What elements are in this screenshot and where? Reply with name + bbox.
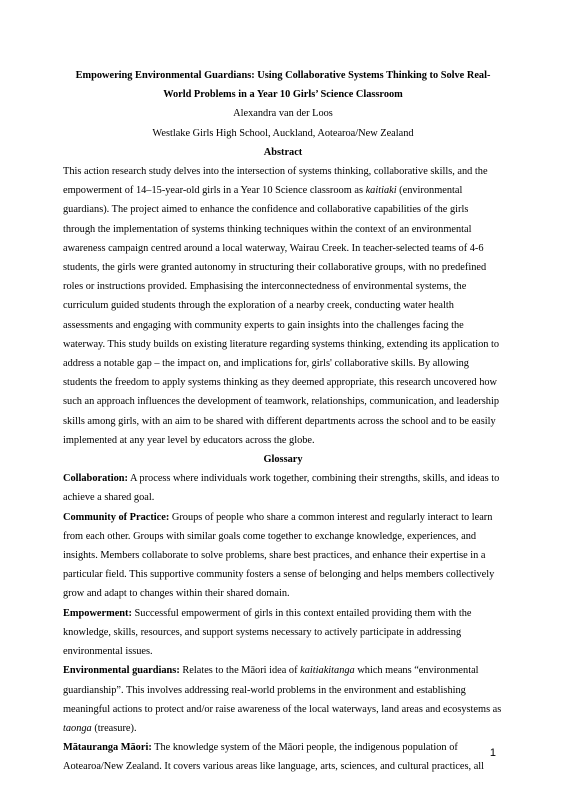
glossary-term-community-of-practice: Community of Practice: bbox=[63, 511, 170, 523]
abstract-kaitiaki-term: kaitiaki bbox=[365, 185, 397, 197]
abstract-text bbox=[63, 162, 503, 450]
glossary-definition-guardians-part-2: which means “environmental guardianship”. This involves addressing real-world problems in the environment and establishing meaningful actions to protect and/or raise awareness of the local waterways, land areas and ecosystems as bbox=[63, 665, 502, 715]
paper-title: Empowering Environmental Guardians: Using Collaborative Systems Thinking to Solve Real-World Problems in a Year 10 Girls’ Science Classroom bbox=[75, 70, 491, 101]
glossary-term-environmental-guardians: Environmental guardians: bbox=[63, 665, 180, 677]
glossary-entry-community-of-practice bbox=[63, 508, 503, 604]
paper-page bbox=[63, 66, 503, 777]
author-affiliation: Westlake Girls High School, Auckland, Aotearoa/New Zealand bbox=[152, 127, 414, 139]
glossary-definition-guardians-part-1: Relates to the Māori idea of bbox=[179, 665, 301, 677]
glossary-entry-matauranga-maori bbox=[63, 738, 503, 776]
glossary-definition-empowerment: Successful empowerment of girls in this context entailed providing them with the knowledge, skills, resources, and support systems necessary to actively participate in addressing environmental issues. bbox=[63, 607, 472, 658]
glossary-definition-matauranga-maori: The knowledge system of the Māori people, the indigenous population of Aotearoa/New Zealand. It covers various areas like language, arts, sciences, and cultural practices, all bbox=[63, 742, 485, 773]
glossary-entry-environmental-guardians bbox=[63, 661, 503, 738]
glossary-term-collaboration: Collaboration: bbox=[63, 473, 128, 485]
abstract-heading: Abstract bbox=[263, 146, 303, 158]
glossary-definition-guardians-part-3: (treasure). bbox=[91, 722, 137, 734]
glossary-taonga-term: taonga bbox=[63, 722, 92, 734]
page-number: 1 bbox=[489, 747, 496, 759]
glossary-definition-collaboration: A process where individuals work together, combining their strengths, skills, and ideas to achieve a shared goal. bbox=[63, 473, 500, 504]
abstract-text-part-2: (environmental guardians). The project aimed to enhance the confidence and collaborative capabilities of the girls through the implementation of systems thinking techniques within the context of an environmental awareness campaign centred around a local waterway, Wairau Creek. In teacher-selected teams of 4-6 students, the girls were granted autonomy in structuring their collaborative groups, with no predefined roles or instructions provided. Emphasising the interconnectedness of environmental systems, the curriculum guided students through the exploration of a nearby creek, conducting water health assessments and engaging with community experts to gain insights into the challenges facing the waterway. This study builds on existing literature regarding systems thinking, extending its application to address a notable gap – the impact on, and implications for, girls' collaborative skills. By allowing students the freedom to apply systems thinking as they deemed appropriate, this research uncovered how such an approach influences the development of teamwork, relationships, communication, and leadership skills among girls, with an aim to be shared with different departments across the school and to be easily implemented at any year level by educators across the globe. bbox=[63, 185, 500, 446]
glossary-kaitiakitanga-term: kaitiakitanga bbox=[300, 665, 355, 677]
glossary-term-matauranga-maori: Mātauranga Māori: bbox=[63, 742, 152, 754]
glossary-term-empowerment: Empowerment: bbox=[63, 607, 132, 619]
author-name: Alexandra van der Loos bbox=[233, 108, 333, 120]
abstract-text-part-1: This action research study delves into the intersection of systems thinking, collaborative skills, and the empowerment of 14–15-year-old girls in a Year 10 Science classroom as bbox=[63, 166, 488, 197]
glossary-definition-community-of-practice: Groups of people who share a common interest and regularly interact to learn from each other. Groups with similar goals come together to exchange knowledge, experiences, and insights. Members collaborate to solve problems, share best practices, and enhance their expertise in a particular field. This supportive community fosters a sense of belonging and helps members collectively grow and adapt to changes within their shared domain. bbox=[63, 511, 495, 600]
glossary-heading: Glossary bbox=[263, 454, 303, 466]
glossary-entry-empowerment bbox=[63, 604, 503, 662]
glossary-entry-collaboration bbox=[63, 469, 503, 507]
